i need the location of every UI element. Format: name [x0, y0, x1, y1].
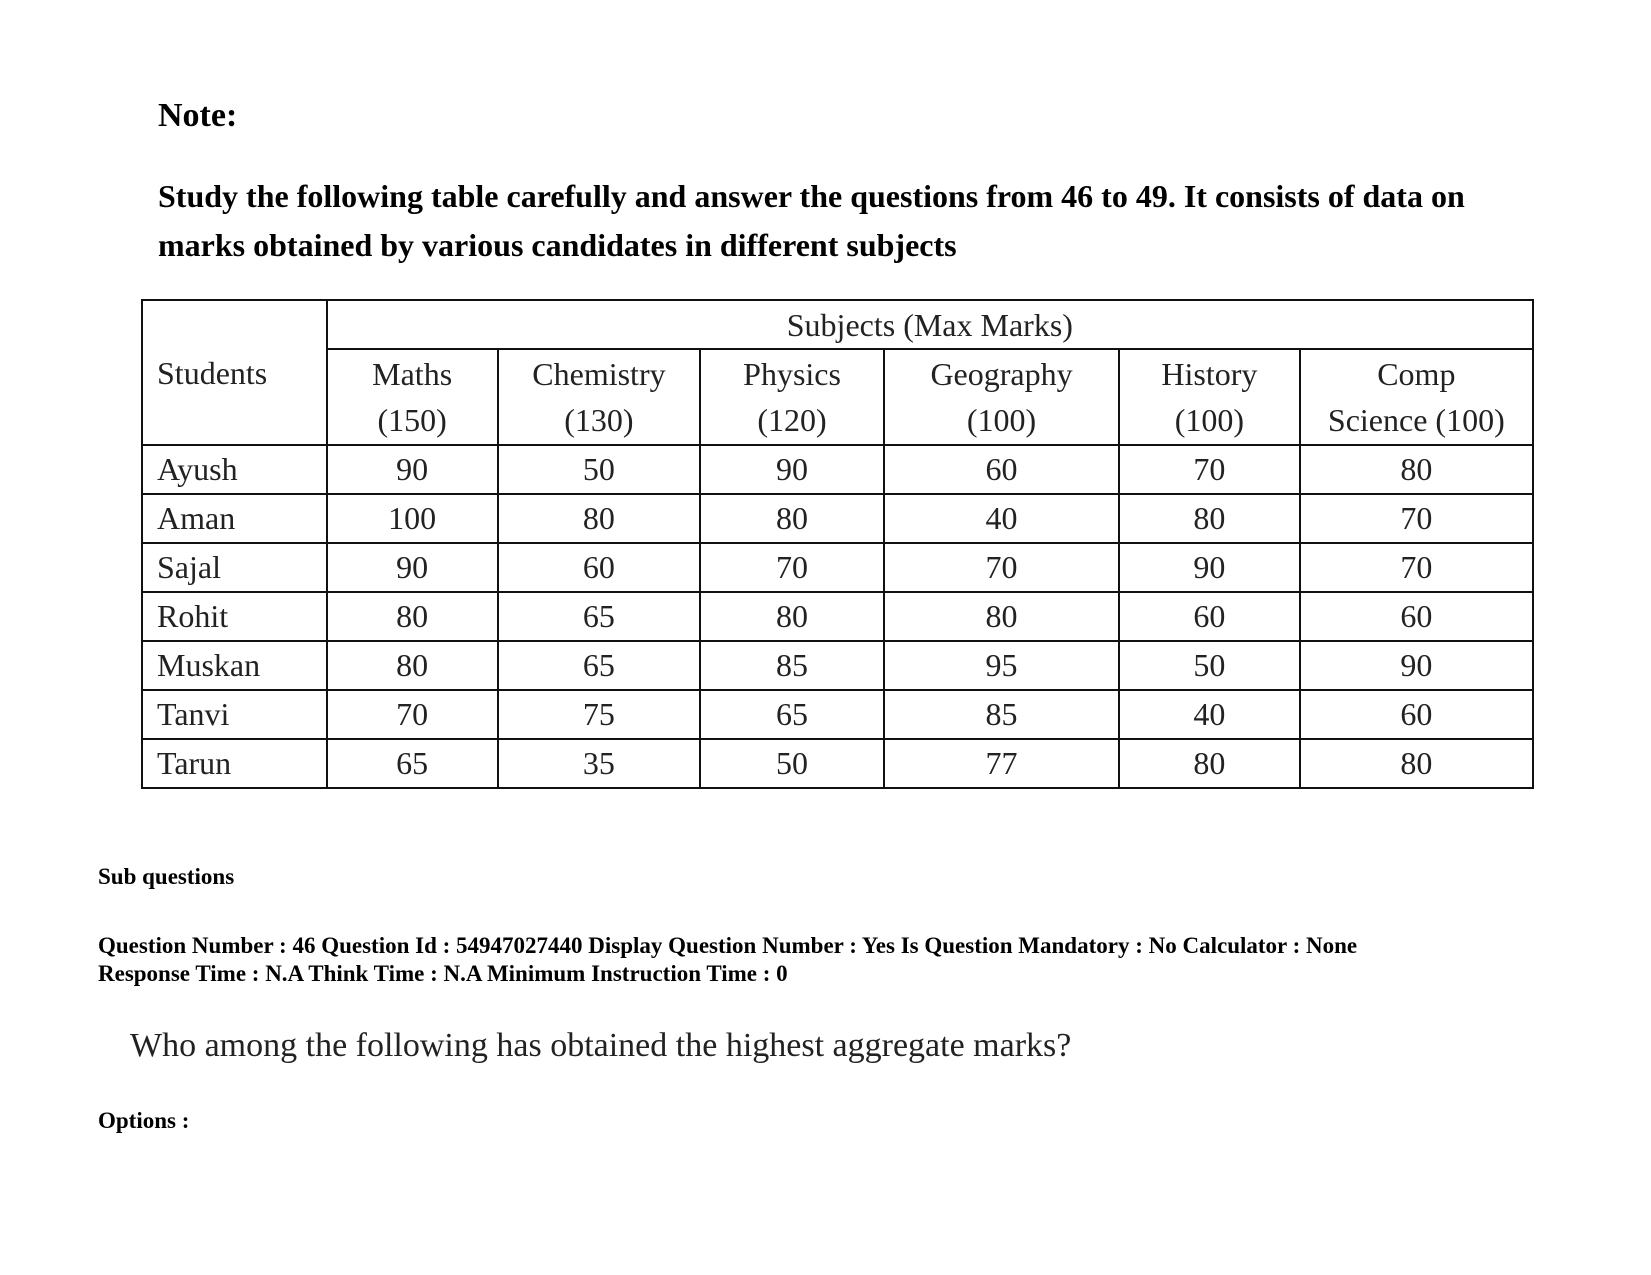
subject-header-comp: [1300, 349, 1533, 445]
student-name-cell: Ayush: [142, 445, 327, 494]
subject-header-physics: [700, 349, 884, 445]
table-row: [142, 641, 1533, 690]
marks-cell: 70: [1119, 445, 1299, 494]
marks-cell: 90: [1119, 543, 1299, 592]
marks-cell: 80: [1119, 739, 1299, 788]
marks-cell: 50: [1119, 641, 1299, 690]
marks-cell: 70: [1300, 494, 1533, 543]
marks-table-body: [142, 445, 1533, 788]
subject-name: Comp: [1377, 356, 1456, 392]
subject-max-marks: (120): [757, 402, 827, 438]
table-row: [142, 690, 1533, 739]
student-name-cell: Tanvi: [142, 690, 327, 739]
options-label: Options :: [98, 1108, 190, 1133]
marks-cell: 50: [498, 445, 701, 494]
marks-cell: 80: [327, 641, 498, 690]
marks-cell: 60: [498, 543, 701, 592]
sub-questions-label: Sub questions: [98, 864, 235, 889]
subject-header-maths: [327, 349, 498, 445]
marks-cell: 90: [327, 543, 498, 592]
marks-cell: 90: [327, 445, 498, 494]
marks-cell: 80: [700, 592, 884, 641]
question-text: Who among the following has obtained the highest aggregate marks?: [130, 1027, 1072, 1064]
subject-header-row: [142, 349, 1533, 445]
marks-cell: 80: [1300, 739, 1533, 788]
subject-max-marks: (100): [966, 402, 1037, 438]
question-meta: [98, 932, 1598, 988]
marks-table: [141, 299, 1534, 789]
marks-cell: 85: [700, 641, 884, 690]
marks-cell: 50: [700, 739, 884, 788]
student-name-cell: Sajal: [142, 543, 327, 592]
marks-cell: 80: [884, 592, 1119, 641]
marks-cell: 60: [1300, 690, 1533, 739]
marks-cell: 80: [1119, 494, 1299, 543]
subject-max-marks: Science (100): [1327, 402, 1505, 438]
marks-cell: 80: [700, 494, 884, 543]
subject-name: History: [1161, 356, 1258, 392]
marks-cell: 70: [327, 690, 498, 739]
marks-cell: 80: [327, 592, 498, 641]
marks-cell: 60: [1119, 592, 1299, 641]
marks-cell: 65: [498, 641, 701, 690]
marks-cell: 90: [700, 445, 884, 494]
student-name-cell: Rohit: [142, 592, 327, 641]
student-name-cell: Muskan: [142, 641, 327, 690]
students-column-header: Students: [142, 300, 327, 445]
subject-name: Physics: [743, 356, 841, 392]
marks-cell: 40: [884, 494, 1119, 543]
marks-cell: 35: [498, 739, 701, 788]
table-row: [142, 739, 1533, 788]
table-row: [142, 494, 1533, 543]
marks-cell: 90: [1300, 641, 1533, 690]
marks-cell: 75: [498, 690, 701, 739]
table-row: [142, 543, 1533, 592]
question-meta-line-1: Question Number : 46 Question Id : 54947027440 Display Question Number : Yes Is Question Mandatory : No Calculator : None: [98, 933, 1358, 958]
marks-cell: 77: [884, 739, 1119, 788]
marks-cell: 100: [327, 494, 498, 543]
student-name-cell: Aman: [142, 494, 327, 543]
subject-header-geography: [884, 349, 1119, 445]
marks-cell: 70: [700, 543, 884, 592]
subject-max-marks: (100): [1174, 402, 1245, 438]
marks-cell: 85: [884, 690, 1119, 739]
subject-name: Geography: [930, 356, 1073, 392]
subject-header-history: [1119, 349, 1299, 445]
marks-cell: 70: [1300, 543, 1533, 592]
marks-cell: 65: [498, 592, 701, 641]
marks-cell: 40: [1119, 690, 1299, 739]
marks-cell: 65: [700, 690, 884, 739]
table-instruction: Study the following table carefully and answer the questions from 46 to 49. It consists of data on marks obtained by various candidates in different subjects: [158, 178, 1465, 263]
table-row: [142, 592, 1533, 641]
marks-cell: 70: [884, 543, 1119, 592]
student-name-cell: Tarun: [142, 739, 327, 788]
table-row: [142, 445, 1533, 494]
subject-header-chemistry: [498, 349, 701, 445]
question-meta-line-2: Response Time : N.A Think Time : N.A Minimum Instruction Time : 0: [98, 961, 788, 986]
marks-cell: 65: [327, 739, 498, 788]
subject-name: Maths: [372, 356, 453, 392]
marks-cell: 95: [884, 641, 1119, 690]
table-group-header-row: [142, 300, 1533, 349]
marks-cell: 80: [1300, 445, 1533, 494]
marks-cell: 60: [1300, 592, 1533, 641]
marks-cell: 60: [884, 445, 1119, 494]
subject-name: Chemistry: [532, 356, 666, 392]
note-heading: Note:: [158, 97, 238, 134]
marks-cell: 80: [498, 494, 701, 543]
subject-max-marks: (150): [377, 402, 447, 438]
subject-max-marks: (130): [564, 402, 634, 438]
subjects-group-header: Subjects (Max Marks): [327, 300, 1533, 349]
